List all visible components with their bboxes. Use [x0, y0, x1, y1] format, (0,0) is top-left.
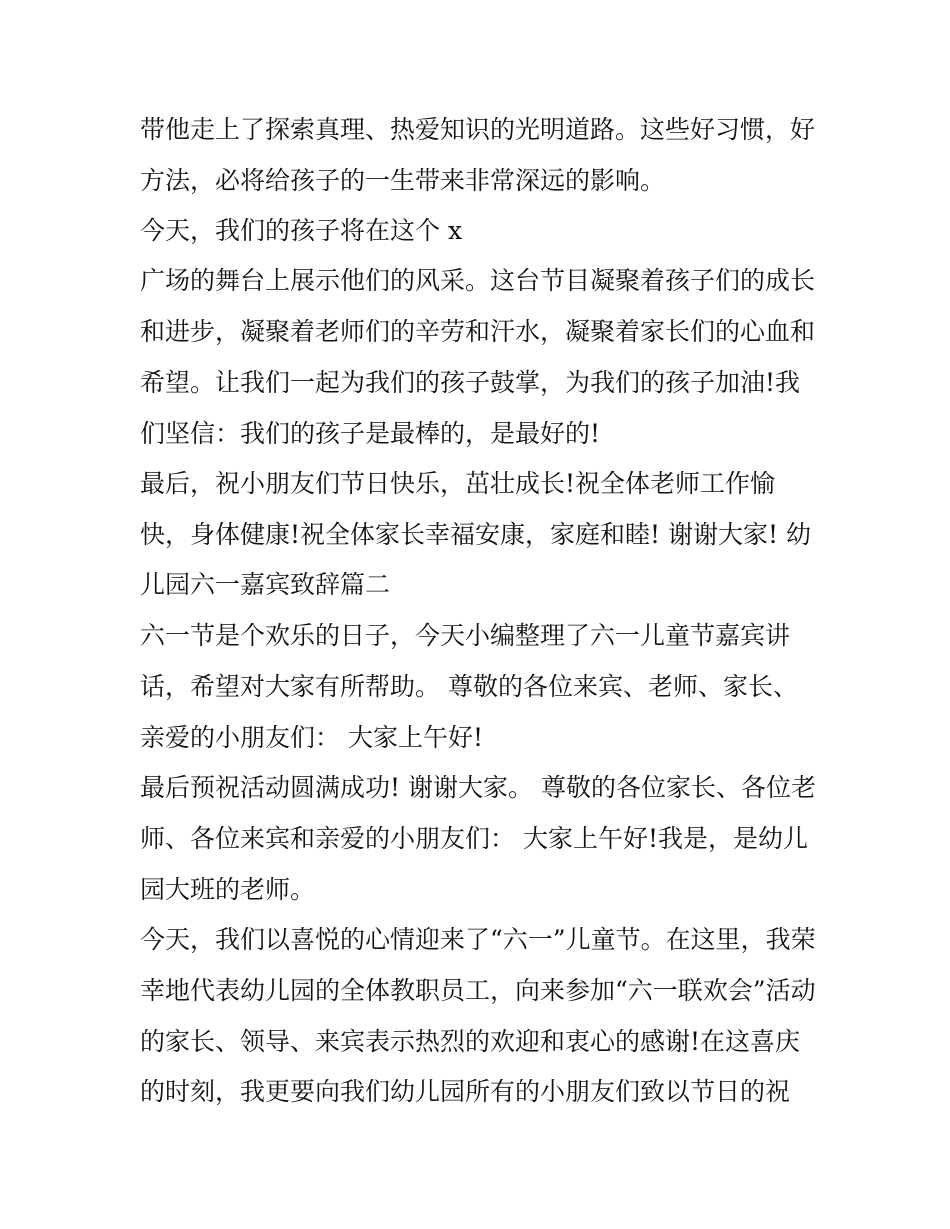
text-line: 最后预祝活动圆满成功! 谢谢大家。 尊敬的各位家长、各位老 [140, 773, 816, 802]
text-line: 希望。让我们一起为我们的孩子鼓掌，为我们的孩子加油!我 [140, 368, 801, 397]
text-line: 园大班的老师。 [140, 875, 316, 904]
text-line: 今天，我们的孩子将在这个 x [140, 216, 463, 245]
text-line: 儿园六一嘉宾致辞篇二 [140, 570, 391, 599]
text-line: 今天，我们以喜悦的心情迎来了“六一”儿童节。在这里，我荣 [140, 925, 816, 954]
text-line: 师、各位来宾和亲爱的小朋友们： 大家上午好!我是，是幼儿 [140, 824, 808, 853]
text-line: 广场的舞台上展示他们的风采。这台节目凝聚着孩子们的成长 [140, 266, 816, 295]
text-line: 话，希望对大家有所帮助。 尊敬的各位来宾、老师、家长、 [140, 672, 798, 701]
text-line: 的家长、领导、来宾表示热烈的欢迎和衷心的感谢!在这喜庆 [140, 1027, 801, 1056]
text-line: 最后，祝小朋友们节日快乐，茁壮成长!祝全体老师工作愉 [140, 469, 776, 498]
text-line: 六一节是个欢乐的日子，今天小编整理了六一儿童节嘉宾讲 [140, 621, 791, 650]
text-line: 方法，必将给孩子的一生带来非常深远的影响。 [140, 166, 666, 195]
text-line: 们坚信：我们的孩子是最棒的，是最好的! [140, 419, 601, 448]
text-line: 带他走上了探索真理、热爱知识的光明道路。这些好习惯，好 [140, 115, 816, 144]
text-line: 的时刻，我更要向我们幼儿园所有的小朋友们致以节日的祝 [140, 1077, 791, 1106]
text-line: 快，身体健康!祝全体家长幸福安康，家庭和睦! 谢谢大家! 幼 [140, 520, 812, 549]
text-line: 和进步，凝聚着老师们的辛劳和汗水，凝聚着家长们的心血和 [140, 317, 816, 346]
text-line: 亲爱的小朋友们： 大家上午好! [140, 723, 483, 752]
text-line: 幸地代表幼儿园的全体教职员工，向来参加“六一联欢会”活动 [140, 976, 816, 1005]
